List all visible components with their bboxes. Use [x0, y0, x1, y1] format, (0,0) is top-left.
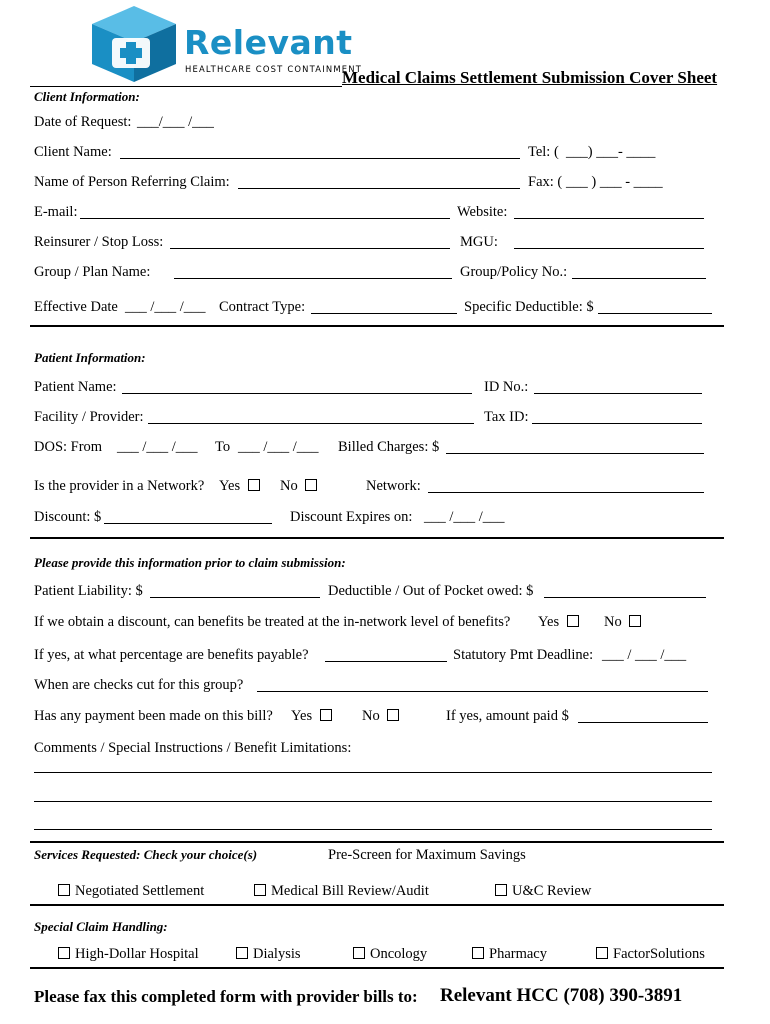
in-network-question: If we obtain a discount, can benefits be treated at the in-network level of benefits? — [34, 614, 511, 630]
section-divider — [30, 967, 724, 969]
effective-date-field[interactable]: ___ /___ /___ — [125, 299, 206, 315]
checks-cut-field[interactable] — [257, 691, 708, 692]
in-network-yes-label: Yes — [538, 614, 560, 630]
percentage-question: If yes, at what percentage are benefits payable? — [34, 647, 309, 663]
special-option-high-dollar-hospital[interactable] — [58, 945, 199, 963]
special-option-factorsolutions[interactable] — [596, 945, 705, 963]
discount-expires-field[interactable]: ___ /___ /___ — [424, 509, 505, 525]
special-pharmacy-checkbox[interactable] — [472, 947, 484, 959]
id-no-label: ID No.: — [484, 379, 529, 395]
special-option-pharmacy[interactable] — [472, 945, 547, 963]
company-logo — [88, 4, 363, 84]
mgu-label: MGU: — [460, 234, 498, 250]
special-option-label: Pharmacy — [489, 946, 547, 962]
patient-name-label: Patient Name: — [34, 379, 117, 395]
special-option-oncology[interactable] — [353, 945, 427, 963]
group-plan-label: Group / Plan Name: — [34, 264, 151, 280]
page-title: Medical Claims Settlement Submission Cover Sheet — [342, 68, 718, 87]
dos-from-field[interactable]: ___ /___ /___ — [117, 439, 198, 455]
patient-name-field[interactable] — [122, 393, 472, 394]
service-option-label: Medical Bill Review/Audit — [271, 883, 429, 899]
fax-field[interactable]: ___ ) ___ - ____ — [566, 174, 663, 190]
special-option-label: High-Dollar Hospital — [75, 946, 199, 962]
service-option-bill-review[interactable] — [254, 882, 429, 900]
specific-deductible-field[interactable] — [598, 313, 712, 314]
service-option-label: U&C Review — [512, 883, 592, 899]
comments-line-1[interactable] — [34, 772, 712, 773]
in-network-no-label: No — [604, 614, 622, 630]
special-oncology-checkbox[interactable] — [353, 947, 365, 959]
services-section-heading: Services Requested: Check your choice(s) — [34, 847, 258, 862]
mgu-field[interactable] — [514, 248, 704, 249]
amount-paid-label: If yes, amount paid $ — [446, 708, 569, 724]
network-no-option[interactable] — [280, 477, 322, 495]
client-name-field[interactable] — [120, 158, 520, 159]
contract-type-field[interactable] — [311, 313, 457, 314]
patient-section-heading: Patient Information: — [34, 350, 146, 365]
network-question: Is the provider in a Network? — [34, 478, 205, 494]
facility-field[interactable] — [148, 423, 474, 424]
service-bill-review-checkbox[interactable] — [254, 884, 266, 896]
special-dialysis-checkbox[interactable] — [236, 947, 248, 959]
client-section-heading: Client Information: — [34, 89, 140, 104]
comments-line-3[interactable] — [34, 829, 712, 830]
in-network-no-checkbox[interactable] — [629, 615, 641, 627]
in-network-yes-option[interactable] — [538, 613, 584, 631]
in-network-yes-checkbox[interactable] — [567, 615, 579, 627]
special-high-dollar-checkbox[interactable] — [58, 947, 70, 959]
title-rule — [30, 86, 342, 87]
payment-no-checkbox[interactable] — [387, 709, 399, 721]
patient-liability-label: Patient Liability: $ — [34, 583, 143, 599]
special-factorsolutions-checkbox[interactable] — [596, 947, 608, 959]
date-of-request-field[interactable]: ___/___ /___ — [137, 114, 214, 130]
billed-charges-label: Billed Charges: $ — [338, 439, 440, 455]
statutory-deadline-field[interactable]: ___ / ___ /___ — [602, 647, 687, 663]
service-option-negotiated-settlement[interactable] — [58, 882, 204, 900]
network-no-label: No — [280, 478, 298, 494]
discount-label: Discount: $ — [34, 509, 102, 525]
brand-name: Relevant — [184, 23, 353, 62]
in-network-no-option[interactable] — [604, 613, 646, 631]
payment-no-option[interactable] — [362, 707, 404, 725]
medical-cross-cube-icon — [88, 4, 180, 84]
section-divider — [30, 904, 724, 906]
tax-id-field[interactable] — [532, 423, 702, 424]
prior-section-heading: Please provide this information prior to claim submission: — [34, 555, 346, 570]
service-option-uc-review[interactable] — [495, 882, 591, 900]
id-no-field[interactable] — [534, 393, 702, 394]
brand-tagline: HEALTHCARE COST CONTAINMENT — [185, 64, 363, 74]
website-field[interactable] — [514, 218, 704, 219]
network-yes-checkbox[interactable] — [248, 479, 260, 491]
footer-contact: Relevant HCC (708) 390-3891 — [440, 985, 683, 1006]
amount-paid-field[interactable] — [578, 722, 708, 723]
special-option-dialysis[interactable] — [236, 945, 301, 963]
section-divider — [30, 325, 724, 327]
payment-no-label: No — [362, 708, 380, 724]
service-negotiated-settlement-checkbox[interactable] — [58, 884, 70, 896]
deductible-oop-label: Deductible / Out of Pocket owed: $ — [328, 583, 534, 599]
network-yes-option[interactable] — [219, 477, 265, 495]
payment-yes-label: Yes — [291, 708, 313, 724]
special-option-label: FactorSolutions — [613, 946, 705, 962]
website-label: Website: — [457, 204, 508, 220]
dos-to-label: To — [215, 439, 231, 455]
special-option-label: Oncology — [370, 946, 428, 962]
service-uc-review-checkbox[interactable] — [495, 884, 507, 896]
discount-expires-label: Discount Expires on: — [290, 509, 413, 525]
deductible-oop-field[interactable] — [544, 597, 706, 598]
tax-id-label: Tax ID: — [484, 409, 529, 425]
network-yes-label: Yes — [219, 478, 241, 494]
percentage-field[interactable] — [325, 661, 447, 662]
facility-label: Facility / Provider: — [34, 409, 144, 425]
referrer-label: Name of Person Referring Claim: — [34, 174, 230, 190]
reinsurer-label: Reinsurer / Stop Loss: — [34, 234, 164, 250]
client-name-label: Client Name: — [34, 144, 112, 160]
discount-field[interactable] — [104, 523, 272, 524]
policy-number-field[interactable] — [572, 278, 706, 279]
reinsurer-field[interactable] — [170, 248, 450, 249]
group-plan-field[interactable] — [174, 278, 452, 279]
patient-liability-field[interactable] — [150, 597, 320, 598]
prescreen-label: Pre-Screen for Maximum Savings — [328, 847, 526, 863]
referrer-field[interactable] — [238, 188, 520, 189]
special-section-heading: Special Claim Handling: — [34, 919, 168, 934]
tel-label: Tel: ( — [528, 144, 559, 160]
email-field[interactable] — [80, 218, 450, 219]
specific-deductible-label: Specific Deductible: $ — [464, 299, 594, 315]
tel-field[interactable]: ___) ___- ____ — [566, 144, 656, 160]
comments-label: Comments / Special Instructions / Benefit Limitations: — [34, 740, 352, 756]
service-option-label: Negotiated Settlement — [75, 883, 205, 899]
contract-type-label: Contract Type: — [219, 299, 306, 315]
dos-from-label: DOS: From — [34, 439, 103, 455]
special-option-label: Dialysis — [253, 946, 301, 962]
section-divider — [30, 841, 724, 843]
network-name-field[interactable] — [428, 492, 704, 493]
checks-cut-question: When are checks cut for this group? — [34, 677, 244, 693]
dos-to-field[interactable]: ___ /___ /___ — [238, 439, 319, 455]
email-label: E-mail: — [34, 204, 78, 220]
date-of-request-label: Date of Request: — [34, 114, 132, 130]
effective-date-label: Effective Date — [34, 299, 118, 315]
comments-line-2[interactable] — [34, 801, 712, 802]
payment-yes-option[interactable] — [291, 707, 337, 725]
section-divider — [30, 537, 724, 539]
fax-label: Fax: ( — [528, 174, 563, 190]
billed-charges-field[interactable] — [446, 453, 704, 454]
payment-made-question: Has any payment been made on this bill? — [34, 708, 273, 724]
footer-instruction: Please fax this completed form with provider bills to: — [34, 987, 418, 1006]
payment-yes-checkbox[interactable] — [320, 709, 332, 721]
statutory-deadline-label: Statutory Pmt Deadline: — [453, 647, 594, 663]
network-name-label: Network: — [366, 478, 421, 494]
network-no-checkbox[interactable] — [305, 479, 317, 491]
policy-number-label: Group/Policy No.: — [460, 264, 568, 280]
